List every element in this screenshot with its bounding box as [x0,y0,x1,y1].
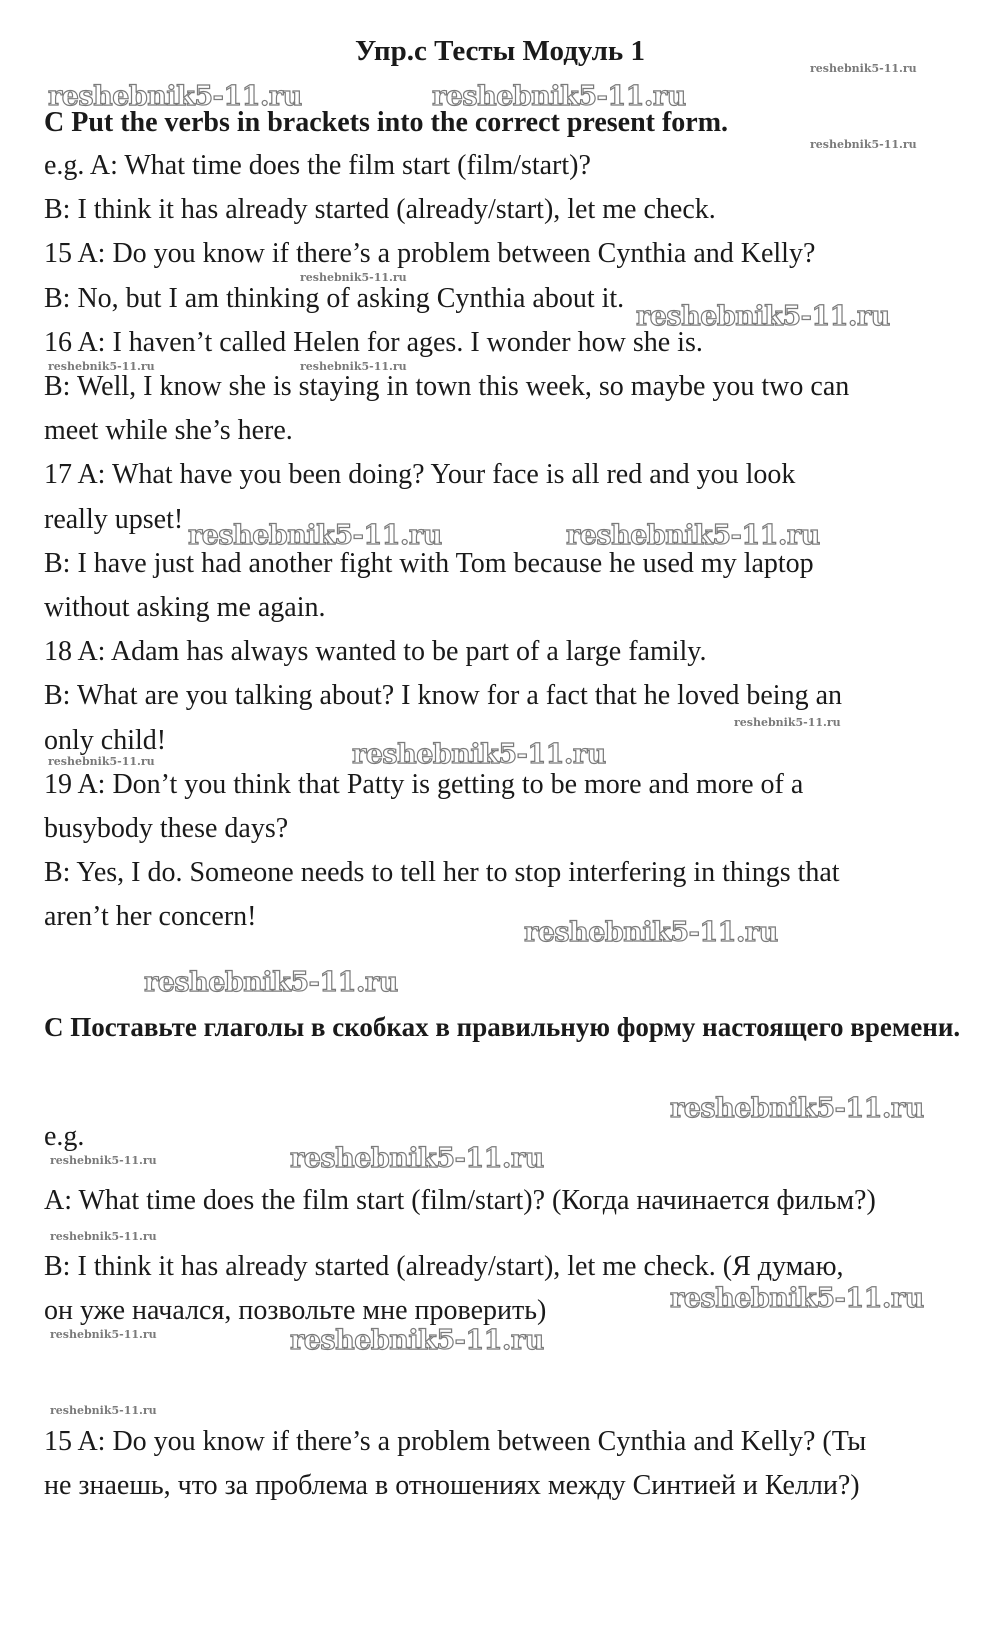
text-line: e.g. A: What time does the film start (film/start)? [44,150,591,181]
watermark: reshebnik5-11.ru [188,520,442,551]
watermark: reshebnik5-11.ru [290,1325,544,1356]
exercise-heading-en: C Put the verbs in brackets into the correct present form. [44,107,729,138]
text-line: e.g. [44,1121,85,1152]
watermark-small: reshebnik5-11.ru [50,1230,157,1243]
text-line: B: Yes, I do. Someone needs to tell her to stop interfering in things that [44,857,840,888]
watermark: reshebnik5-11.ru [144,967,398,998]
text-line: 17 A: What have you been doing? Your face is all red and you look [44,459,796,490]
watermark: reshebnik5-11.ru [636,301,890,332]
watermark: reshebnik5-11.ru [670,1093,924,1124]
text-line: only child! [44,725,167,756]
watermark: reshebnik5-11.ru [670,1283,924,1314]
watermark-small: reshebnik5-11.ru [50,1154,157,1167]
watermark-small: reshebnik5-11.ru [48,360,155,373]
text-line: 15 A: Do you know if there’s a problem between Cynthia and Kelly? (Ты [44,1426,867,1457]
text-line: A: What time does the film start (film/start)? (Когда начинается фильм?) [44,1185,876,1216]
watermark: reshebnik5-11.ru [352,739,606,770]
text-line: B: I have just had another fight with Tom because he used my laptop [44,548,814,579]
text-line: 16 A: I haven’t called Helen for ages. I wonder how she is. [44,327,703,358]
watermark: reshebnik5-11.ru [290,1143,544,1174]
text-line: B: I think it has already started (already/start), let me check. [44,194,716,225]
page-title: Упр.c Тесты Модуль 1 [354,35,646,67]
text-line: B: No, but I am thinking of asking Cynthia about it. [44,283,625,314]
text-line: не знаешь, что за проблема в отношениях между Синтией и Келли?) [44,1470,860,1501]
text-line: 18 A: Adam has always wanted to be part of a large family. [44,636,707,667]
text-line: B: I think it has already started (already/start), let me check. (Я думаю, [44,1251,844,1282]
watermark: reshebnik5-11.ru [524,917,778,948]
watermark-small: reshebnik5-11.ru [300,271,407,284]
text-line: busybody these days? [44,813,289,844]
watermark: reshebnik5-11.ru [48,81,302,112]
text-line: B: What are you talking about? I know for a fact that he loved being an [44,680,842,711]
watermark-small: reshebnik5-11.ru [48,755,155,768]
text-line: without asking me again. [44,592,326,623]
watermark-small: reshebnik5-11.ru [50,1328,157,1341]
exercise-heading-ru: C Поставьте глаголы в скобках в правильную форму настоящего времени. [44,1012,961,1042]
watermark-small: reshebnik5-11.ru [300,360,407,373]
watermark-small: reshebnik5-11.ru [50,1404,157,1417]
text-line: 19 A: Don’t you think that Patty is getting to be more and more of a [44,769,804,800]
text-line: он уже начался, позвольте мне проверить) [44,1295,547,1326]
text-line: 15 A: Do you know if there’s a problem between Cynthia and Kelly? [44,238,816,269]
text-line: meet while she’s here. [44,415,293,446]
watermark-small: reshebnik5-11.ru [810,62,917,75]
watermark: reshebnik5-11.ru [566,520,820,551]
watermark: reshebnik5-11.ru [432,81,686,112]
text-line: aren’t her concern! [44,901,257,932]
text-line: B: Well, I know she is staying in town this week, so maybe you two can [44,371,850,402]
watermark-small: reshebnik5-11.ru [810,138,917,151]
text-line: really upset! [44,504,184,535]
watermark-small: reshebnik5-11.ru [734,716,841,729]
